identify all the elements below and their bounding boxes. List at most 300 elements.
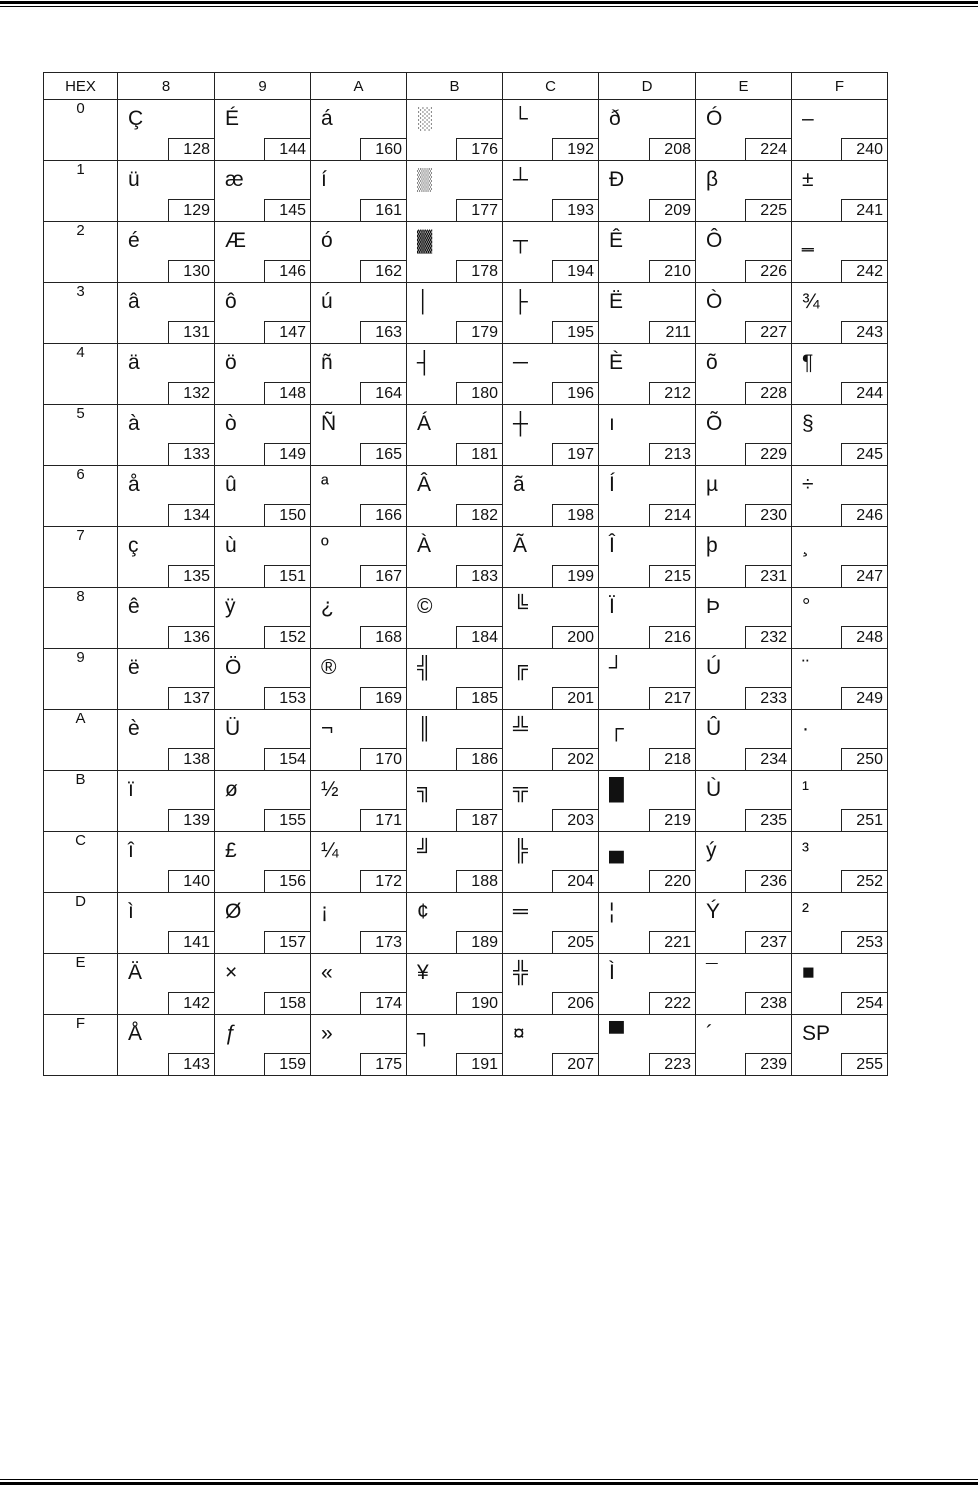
char-cell	[792, 405, 888, 466]
char-code-box: 133	[168, 443, 215, 466]
char-glyph: ┐	[417, 1022, 432, 1045]
char-glyph: Ä	[128, 961, 143, 984]
char-code-box: 186	[456, 748, 503, 771]
char-cell	[792, 832, 888, 893]
char-code-box: 223	[649, 1053, 696, 1076]
char-cell	[599, 161, 696, 222]
char-cell	[215, 283, 311, 344]
char-code-box: 239	[745, 1053, 792, 1076]
char-glyph: ü	[128, 168, 140, 191]
char-code-box: 200	[552, 626, 599, 649]
char-code-box: 255	[841, 1053, 888, 1076]
char-cell	[215, 588, 311, 649]
char-glyph: ┼	[513, 412, 528, 435]
row-header-hex: C	[44, 832, 118, 893]
char-cell	[118, 649, 215, 710]
row-header-hex: 4	[44, 344, 118, 405]
char-code-box: 172	[360, 870, 407, 893]
table-row	[44, 771, 888, 832]
char-code-box: 144	[264, 138, 311, 161]
char-code-box: 243	[841, 321, 888, 344]
table-row	[44, 405, 888, 466]
char-cell	[118, 1015, 215, 1076]
char-cell	[503, 954, 599, 1015]
char-cell	[311, 832, 407, 893]
char-cell	[599, 588, 696, 649]
char-code-box: 209	[649, 199, 696, 222]
char-code-box: 128	[168, 138, 215, 161]
char-glyph: ë	[128, 656, 140, 679]
char-code-box: 195	[552, 321, 599, 344]
char-cell	[599, 527, 696, 588]
char-code-box: 208	[649, 138, 696, 161]
bottom-rule	[0, 1478, 978, 1488]
char-cell	[503, 1015, 599, 1076]
char-cell	[407, 771, 503, 832]
char-cell	[503, 405, 599, 466]
char-glyph: SP	[802, 1022, 831, 1045]
char-code-box: 192	[552, 138, 599, 161]
char-cell	[599, 283, 696, 344]
char-cell	[407, 161, 503, 222]
char-glyph: þ	[706, 534, 718, 557]
char-cell	[503, 100, 599, 161]
char-code-box: 134	[168, 504, 215, 527]
char-code-box: 225	[745, 199, 792, 222]
char-cell	[215, 954, 311, 1015]
char-code-box: 150	[264, 504, 311, 527]
char-glyph: ç	[128, 534, 139, 557]
char-code-box: 197	[552, 443, 599, 466]
char-cell	[311, 161, 407, 222]
char-cell	[215, 1015, 311, 1076]
char-cell	[599, 466, 696, 527]
char-glyph: ô	[225, 290, 237, 313]
char-cell	[599, 100, 696, 161]
char-code-box: 158	[264, 992, 311, 1015]
char-glyph: ®	[321, 656, 337, 679]
char-code-box: 211	[649, 321, 696, 344]
char-glyph: ║	[417, 717, 432, 740]
char-cell	[792, 649, 888, 710]
char-code-box: 168	[360, 626, 407, 649]
char-glyph: á	[321, 107, 333, 130]
char-cell	[215, 771, 311, 832]
char-code-box: 183	[456, 565, 503, 588]
char-cell	[696, 588, 792, 649]
char-glyph: É	[225, 107, 240, 130]
char-cell	[599, 222, 696, 283]
char-cell	[503, 283, 599, 344]
char-code-box: 138	[168, 748, 215, 771]
char-glyph: Â	[417, 473, 432, 496]
char-cell	[792, 893, 888, 954]
char-code-box: 251	[841, 809, 888, 832]
column-header-f: F	[792, 73, 888, 100]
char-code-box: 182	[456, 504, 503, 527]
char-glyph: ╣	[417, 656, 432, 679]
char-cell	[599, 405, 696, 466]
char-glyph: ▀	[609, 1022, 624, 1045]
char-glyph: ä	[128, 351, 140, 374]
char-cell	[407, 1015, 503, 1076]
char-glyph: █	[609, 778, 624, 801]
char-glyph: °	[802, 595, 811, 618]
char-code-box: 227	[745, 321, 792, 344]
char-glyph: Ó	[706, 107, 723, 130]
char-cell	[696, 954, 792, 1015]
char-cell	[792, 344, 888, 405]
char-cell	[792, 954, 888, 1015]
char-code-box: 139	[168, 809, 215, 832]
char-code-box: 232	[745, 626, 792, 649]
char-cell	[792, 283, 888, 344]
char-cell	[792, 527, 888, 588]
char-cell	[407, 893, 503, 954]
char-glyph: é	[128, 229, 140, 252]
row-header-hex: 8	[44, 588, 118, 649]
char-code-box: 218	[649, 748, 696, 771]
char-cell	[696, 405, 792, 466]
char-cell	[215, 161, 311, 222]
char-code-box: 146	[264, 260, 311, 283]
char-glyph: ┬	[513, 229, 528, 252]
char-code-box: 233	[745, 687, 792, 710]
char-glyph: ò	[225, 412, 237, 435]
char-code-box: 219	[649, 809, 696, 832]
char-code-box: 207	[552, 1053, 599, 1076]
char-glyph: ├	[513, 290, 528, 313]
char-code-box: 222	[649, 992, 696, 1015]
char-code-box: 178	[456, 260, 503, 283]
char-code-box: 238	[745, 992, 792, 1015]
char-glyph: ═	[513, 900, 528, 923]
char-code-box: 230	[745, 504, 792, 527]
char-code-box: 185	[456, 687, 503, 710]
char-glyph: ÿ	[225, 595, 236, 618]
char-cell	[696, 466, 792, 527]
char-code-box: 217	[649, 687, 696, 710]
char-cell	[311, 893, 407, 954]
char-cell	[407, 588, 503, 649]
char-code-box: 236	[745, 870, 792, 893]
char-glyph: ¿	[321, 595, 334, 618]
char-glyph: ù	[225, 534, 237, 557]
char-cell	[407, 710, 503, 771]
char-cell	[407, 222, 503, 283]
char-cell	[311, 710, 407, 771]
table-row	[44, 344, 888, 405]
char-glyph: ¼	[321, 839, 339, 862]
char-glyph: ╝	[417, 839, 432, 862]
table-row	[44, 893, 888, 954]
char-code-box: 161	[360, 199, 407, 222]
column-header-9: 9	[215, 73, 311, 100]
char-glyph: ¢	[417, 900, 429, 923]
char-cell	[792, 466, 888, 527]
char-glyph: å	[128, 473, 140, 496]
char-cell	[503, 649, 599, 710]
char-glyph: £	[225, 839, 237, 862]
char-glyph: ╠	[513, 839, 528, 862]
char-code-box: 204	[552, 870, 599, 893]
char-cell	[792, 1015, 888, 1076]
char-glyph: ²	[802, 900, 809, 923]
char-cell	[599, 649, 696, 710]
char-cell	[503, 710, 599, 771]
char-glyph: µ	[706, 473, 719, 496]
char-code-box: 163	[360, 321, 407, 344]
char-cell	[311, 466, 407, 527]
char-glyph: Ø	[225, 900, 242, 923]
char-code-box: 212	[649, 382, 696, 405]
char-code-box: 141	[168, 931, 215, 954]
char-cell	[118, 893, 215, 954]
char-code-box: 241	[841, 199, 888, 222]
char-cell	[118, 710, 215, 771]
char-cell	[792, 588, 888, 649]
char-glyph: ö	[225, 351, 237, 374]
char-glyph: û	[225, 473, 237, 496]
char-code-box: 157	[264, 931, 311, 954]
char-cell	[118, 466, 215, 527]
column-header-a: A	[311, 73, 407, 100]
char-glyph: ▄	[609, 839, 624, 862]
char-cell	[311, 527, 407, 588]
char-cell	[696, 283, 792, 344]
char-glyph: ‗	[802, 229, 814, 252]
char-cell	[118, 344, 215, 405]
row-header-hex: 3	[44, 283, 118, 344]
char-glyph: ╗	[417, 778, 432, 801]
char-code-box: 237	[745, 931, 792, 954]
char-code-box: 187	[456, 809, 503, 832]
char-code-box: 176	[456, 138, 503, 161]
char-glyph: ì	[128, 900, 134, 923]
char-glyph: ▒	[417, 168, 432, 191]
char-cell	[792, 161, 888, 222]
char-code-box: 131	[168, 321, 215, 344]
char-code-box: 191	[456, 1053, 503, 1076]
char-cell	[503, 344, 599, 405]
char-cell	[118, 405, 215, 466]
char-glyph: Ü	[225, 717, 241, 740]
char-glyph: ©	[417, 595, 433, 618]
top-rule	[0, 0, 978, 10]
char-cell	[599, 954, 696, 1015]
char-code-box: 226	[745, 260, 792, 283]
char-glyph: ê	[128, 595, 140, 618]
char-cell	[792, 222, 888, 283]
char-cell	[407, 100, 503, 161]
char-code-box: 253	[841, 931, 888, 954]
char-cell	[407, 466, 503, 527]
char-glyph: ð	[609, 107, 621, 130]
table-row	[44, 1015, 888, 1076]
char-code-box: 193	[552, 199, 599, 222]
char-glyph: Á	[417, 412, 432, 435]
char-glyph: Õ	[706, 412, 723, 435]
bottom-rule-thick	[0, 1482, 978, 1485]
char-glyph: β	[706, 168, 719, 191]
char-glyph: ý	[706, 839, 717, 862]
char-glyph: ¶	[802, 351, 814, 374]
char-code-box: 196	[552, 382, 599, 405]
char-cell	[696, 100, 792, 161]
char-cell	[696, 710, 792, 771]
char-code-box: 140	[168, 870, 215, 893]
char-code-box: 160	[360, 138, 407, 161]
char-cell	[599, 832, 696, 893]
char-code-box: 153	[264, 687, 311, 710]
row-header-hex: 1	[44, 161, 118, 222]
char-code-box: 167	[360, 565, 407, 588]
char-glyph: Ç	[128, 107, 144, 130]
char-glyph: ▓	[417, 229, 433, 252]
char-code-box: 254	[841, 992, 888, 1015]
char-code-box: 242	[841, 260, 888, 283]
char-code-box: 201	[552, 687, 599, 710]
char-glyph: Þ	[706, 595, 721, 618]
table-row	[44, 588, 888, 649]
table-row	[44, 649, 888, 710]
char-glyph: Ý	[706, 900, 721, 923]
char-cell	[311, 100, 407, 161]
char-cell	[118, 588, 215, 649]
char-glyph: Ò	[706, 290, 723, 313]
char-glyph: ┘	[609, 656, 624, 679]
char-glyph: Ï	[609, 595, 615, 618]
code-page-table	[43, 72, 888, 1076]
char-cell	[118, 832, 215, 893]
char-cell	[696, 161, 792, 222]
char-cell	[215, 466, 311, 527]
char-cell	[599, 893, 696, 954]
char-glyph: ƒ	[225, 1022, 237, 1045]
char-glyph: ¥	[417, 961, 429, 984]
char-cell	[696, 893, 792, 954]
char-cell	[407, 649, 503, 710]
column-header-c: C	[503, 73, 599, 100]
char-code-box: 213	[649, 443, 696, 466]
char-cell	[311, 344, 407, 405]
char-cell	[503, 466, 599, 527]
char-cell	[118, 954, 215, 1015]
char-code-box: 215	[649, 565, 696, 588]
table-row	[44, 710, 888, 771]
char-glyph: ■	[802, 961, 815, 984]
char-code-box: 154	[264, 748, 311, 771]
char-code-box: 151	[264, 565, 311, 588]
char-cell	[118, 771, 215, 832]
char-glyph: ╚	[513, 595, 528, 618]
column-header-8: 8	[118, 73, 215, 100]
char-code-box: 142	[168, 992, 215, 1015]
char-code-box: 149	[264, 443, 311, 466]
char-code-box: 132	[168, 382, 215, 405]
char-cell	[118, 100, 215, 161]
table-header-row	[44, 73, 888, 100]
char-glyph: Ë	[609, 290, 624, 313]
char-glyph: »	[321, 1022, 333, 1045]
char-code-box: 152	[264, 626, 311, 649]
char-cell	[215, 527, 311, 588]
char-cell	[696, 1015, 792, 1076]
top-rule-thin	[0, 6, 978, 7]
char-cell	[503, 161, 599, 222]
char-code-box: 190	[456, 992, 503, 1015]
char-glyph: ░	[417, 107, 432, 130]
char-cell	[407, 527, 503, 588]
char-glyph: §	[802, 412, 814, 435]
char-glyph: Î	[609, 534, 615, 557]
char-cell	[215, 222, 311, 283]
char-glyph: ñ	[321, 351, 333, 374]
char-code-box: 135	[168, 565, 215, 588]
char-glyph: ¬	[321, 717, 334, 740]
char-code-box: 129	[168, 199, 215, 222]
char-cell	[311, 222, 407, 283]
char-cell	[696, 222, 792, 283]
column-header-e: E	[696, 73, 792, 100]
char-code-box: 205	[552, 931, 599, 954]
char-cell	[599, 771, 696, 832]
char-cell	[215, 344, 311, 405]
char-code-box: 188	[456, 870, 503, 893]
char-code-box: 145	[264, 199, 311, 222]
table-body	[44, 100, 888, 1076]
char-cell	[407, 405, 503, 466]
char-code-box: 198	[552, 504, 599, 527]
char-code-box: 155	[264, 809, 311, 832]
char-glyph: ı	[609, 412, 615, 435]
table-row	[44, 954, 888, 1015]
char-cell	[311, 405, 407, 466]
char-code-box: 199	[552, 565, 599, 588]
char-glyph: è	[128, 717, 140, 740]
char-code-box: 180	[456, 382, 503, 405]
char-cell	[696, 527, 792, 588]
char-glyph: À	[417, 534, 432, 557]
char-code-box: 240	[841, 138, 888, 161]
char-cell	[311, 954, 407, 1015]
char-cell	[118, 222, 215, 283]
char-glyph: ½	[321, 778, 339, 801]
char-glyph: ã	[513, 473, 525, 496]
char-code-box: 206	[552, 992, 599, 1015]
char-glyph: ú	[321, 290, 333, 313]
char-glyph: ´	[706, 1022, 713, 1045]
char-code-box: 181	[456, 443, 503, 466]
char-code-box: 194	[552, 260, 599, 283]
char-cell	[215, 710, 311, 771]
char-glyph: │	[417, 290, 431, 313]
char-code-box: 179	[456, 321, 503, 344]
char-cell	[215, 405, 311, 466]
char-code-box: 147	[264, 321, 311, 344]
char-cell	[407, 832, 503, 893]
char-code-box: 130	[168, 260, 215, 283]
char-glyph: ×	[225, 961, 238, 984]
char-cell	[215, 649, 311, 710]
char-cell	[696, 771, 792, 832]
row-header-hex: 6	[44, 466, 118, 527]
char-cell	[407, 954, 503, 1015]
char-glyph: ┤	[417, 351, 432, 374]
char-code-box: 252	[841, 870, 888, 893]
char-glyph: ·	[802, 717, 809, 740]
char-cell	[311, 771, 407, 832]
